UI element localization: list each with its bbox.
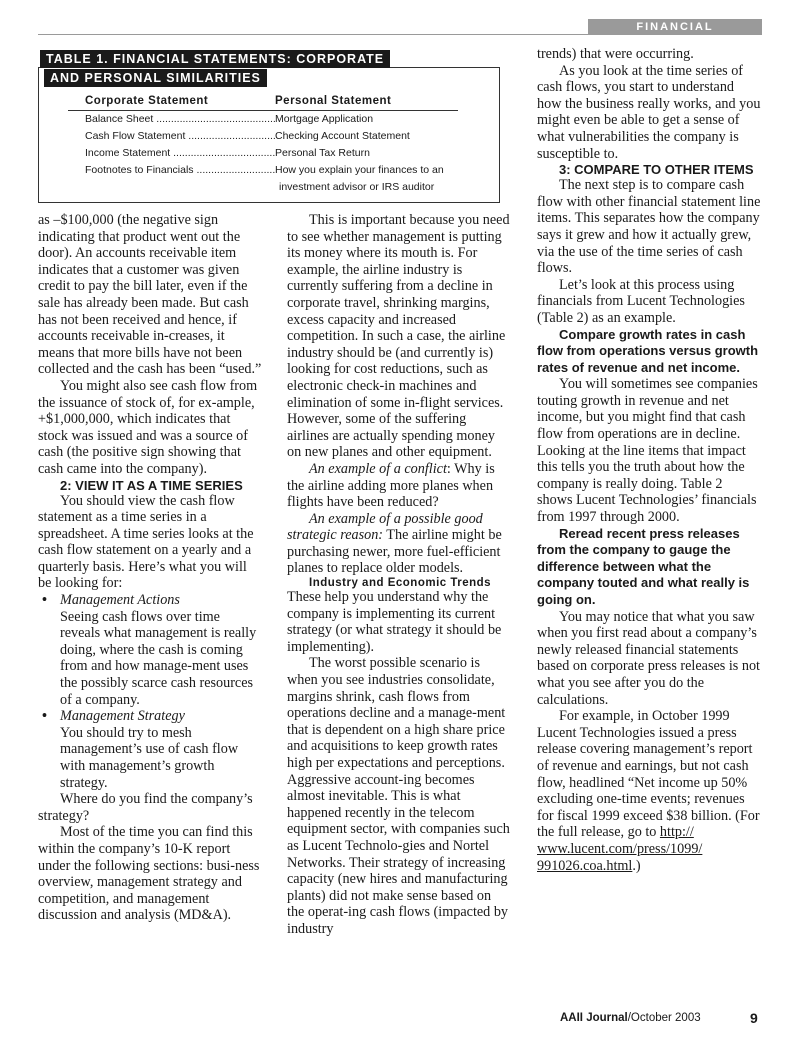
- table-cell-corporate: Cash Flow Statement .....: [85, 129, 275, 143]
- table-cell-corporate: Footnotes to Financials .....: [85, 163, 275, 177]
- run-in-heading: Compare growth rates in cash flow from operations versus growth rates of revenue and net income.: [537, 326, 759, 375]
- run-in-heading: Reread recent press releases from the company to gauge the difference between what the company touted and what really is going on.: [537, 525, 750, 607]
- table-cell-personal: Mortgage Application: [275, 113, 374, 125]
- paragraph-text: For example, in October 1999 Lucent Technologies issued a press release covering management’s report of revenue and earnings, but not cash flow, headlined “Net income up 50% excluding one-time events; revenues for fiscal 1999 exceed $38 billion. (For the full release, go to: [537, 708, 760, 841]
- bullet-item: [38, 592, 262, 609]
- column-2: [287, 212, 511, 938]
- journal-name: AAII Journal: [560, 1012, 628, 1024]
- paragraph: [537, 708, 761, 874]
- table-row: [85, 129, 475, 147]
- bullet-item: [38, 708, 262, 725]
- paragraph: These help you understand why the company is implementing its current strategy (or what strategy it should be implementing).: [287, 589, 502, 655]
- paragraph: as –$100,000 (the negative sign indicating that product went out the door). An accounts receivable item indicates that a customer was given credit to pay the bill later, even if the sale has already been made. But cash has not been received and hence, if accounts receivable in-creases, it means that more bills have not been collected and the cash has been “used.”: [38, 212, 262, 378]
- section-heading: 3: COMPARE TO OTHER ITEMS: [559, 162, 754, 178]
- paragraph: You might also see cash flow from the issuance of stock of, for ex-ample, +$1,000,000, which indicates that stock was issued and was a source of cash (the positive sign showing that cash came into the company).: [38, 377, 258, 477]
- paragraph: Where do you find the company’s strategy?: [38, 791, 253, 824]
- paragraph: You will sometimes see companies touting growth in revenue and net income, but you might find that cash flow from operations are in decline. Looking at the line items that impact this tells you the truth about how the company is really doing. Table 2 shows Lucent Technologies’ financials from 1997 through 2000.: [537, 376, 758, 526]
- table1-header-rule: [68, 110, 458, 111]
- paragraph: Let’s look at this process using financials from Lucent Technologies (Table 2) as an example.: [537, 276, 745, 326]
- table-cell-personal: How you explain your finances to an: [275, 164, 444, 176]
- bullet-body: You should try to mesh management’s use of cash flow with management’s growth strategy.: [60, 724, 239, 791]
- footer-journal: [560, 1012, 701, 1024]
- paragraph-rest: : Why is the airline adding more planes when flights have been reduced?: [287, 460, 495, 511]
- paragraph: The next step is to compare cash flow with other financial statement line items. This separates how the company says it grew and how it actually grew, via the use of the time series of cash flows.: [537, 177, 761, 277]
- bullet-title: Management Strategy: [60, 708, 185, 725]
- italic-lead: An example of a possible good strategic reason:: [287, 510, 483, 544]
- paragraph-rest: The airline might be purchasing newer, more fuel-efficient planes to replace older models.: [287, 527, 502, 577]
- paragraph: You may notice that what you saw when you first read about a company’s newly released financial statements based on corporate press releases is not what you see after you do the calculations.: [537, 608, 760, 708]
- bullet-icon: •: [42, 708, 47, 725]
- column-1: [38, 212, 262, 924]
- table1-caption-line2: AND PERSONAL SIMILARITIES: [44, 69, 267, 87]
- press-release-link[interactable]: http:// www.lucent.com/press/1099/ 991026.coa.html: [537, 824, 703, 874]
- table-row: [85, 163, 475, 181]
- table-cell-personal: Checking Account Statement: [275, 130, 410, 142]
- section-header-tab: FINANCIAL STATEMENTS: [588, 19, 762, 35]
- table-row: [85, 112, 475, 130]
- paragraph: [287, 511, 511, 577]
- bullet-icon: •: [42, 592, 47, 609]
- italic-lead: An example of a conflict: [309, 460, 447, 477]
- column-3: [537, 46, 761, 874]
- table-cell-personal: investment advisor or IRS auditor: [279, 181, 435, 193]
- paragraph: trends) that were occurring.: [537, 46, 694, 62]
- table-cell-corporate: Income Statement .....: [85, 146, 275, 160]
- table1-col-corporate: Corporate Statement: [85, 95, 209, 107]
- paragraph: The worst possible scenario is when you see industries consolidate, margins shrink, cash flows from operations decline and a manage-ment that is dependent on a high share price and acquisitions to keep growth rates high per expectations and perceptions. Aggressive account-ing becomes almost inevitable. This is what happened recently in the telecom equipment sector, with companies such as Lucent Technolo-gies and Nortel Networks. Their strategy of increasing capacity (new hires and manufacturing plants) did not make sense based on the operat-ing cash flows (impacted by industry: [287, 655, 510, 937]
- bullet-body: Seeing cash flows over time reveals what management is really doing, where the cash is coming from and how manage-ment uses the possibly scarce cash resources of a company.: [60, 608, 257, 708]
- paragraph: This is important because you need to see whether management is putting its money where its mouth is. For example, the airline industry is currently suffering from a decline in corporate travel, shrinking margins, excess capacity and increased competition. In such a case, the airline industry should be (and currently is) looking for cost reductions, such as electronic check-in machines and elimination of some in-flight services. However, some of the suffering airlines are actually spending money on new planes and other equipment.: [287, 212, 510, 461]
- table1-caption-line1: TABLE 1. FINANCIAL STATEMENTS: CORPORATE: [40, 50, 390, 68]
- subsection-heading: Industry and Economic Trends: [309, 577, 492, 590]
- section-heading: 2: VIEW IT AS A TIME SERIES: [60, 477, 243, 493]
- issue-date: /October 2003: [627, 1012, 701, 1024]
- header-divider: [38, 34, 762, 35]
- table-row: [85, 146, 475, 164]
- paragraph: Most of the time you can find this within the company’s 10-K report under the following sections: busi-ness overview, management strategy and competition, and management discussion and analysis (MD&A).: [38, 824, 260, 924]
- paragraph-end: .): [632, 857, 641, 874]
- table-cell-corporate: Balance Sheet .....: [85, 112, 275, 126]
- table-cell-personal: Personal Tax Return: [275, 147, 370, 159]
- paragraph: As you look at the time series of cash flows, you start to understand how the business really works, and you might even be able to get a sense of what vulnerabilities the company is susceptible to.: [537, 62, 761, 162]
- bullet-title: Management Actions: [60, 592, 180, 609]
- page-number: 9: [750, 1010, 758, 1026]
- paragraph: [287, 461, 511, 511]
- table1-col-personal: Personal Statement: [275, 95, 392, 107]
- paragraph: You should view the cash flow statement as a time series in a spreadsheet. A time series looks at the cash flow statement on a yearly and a quarterly basis. Here’s what you will be looking for:: [38, 492, 254, 592]
